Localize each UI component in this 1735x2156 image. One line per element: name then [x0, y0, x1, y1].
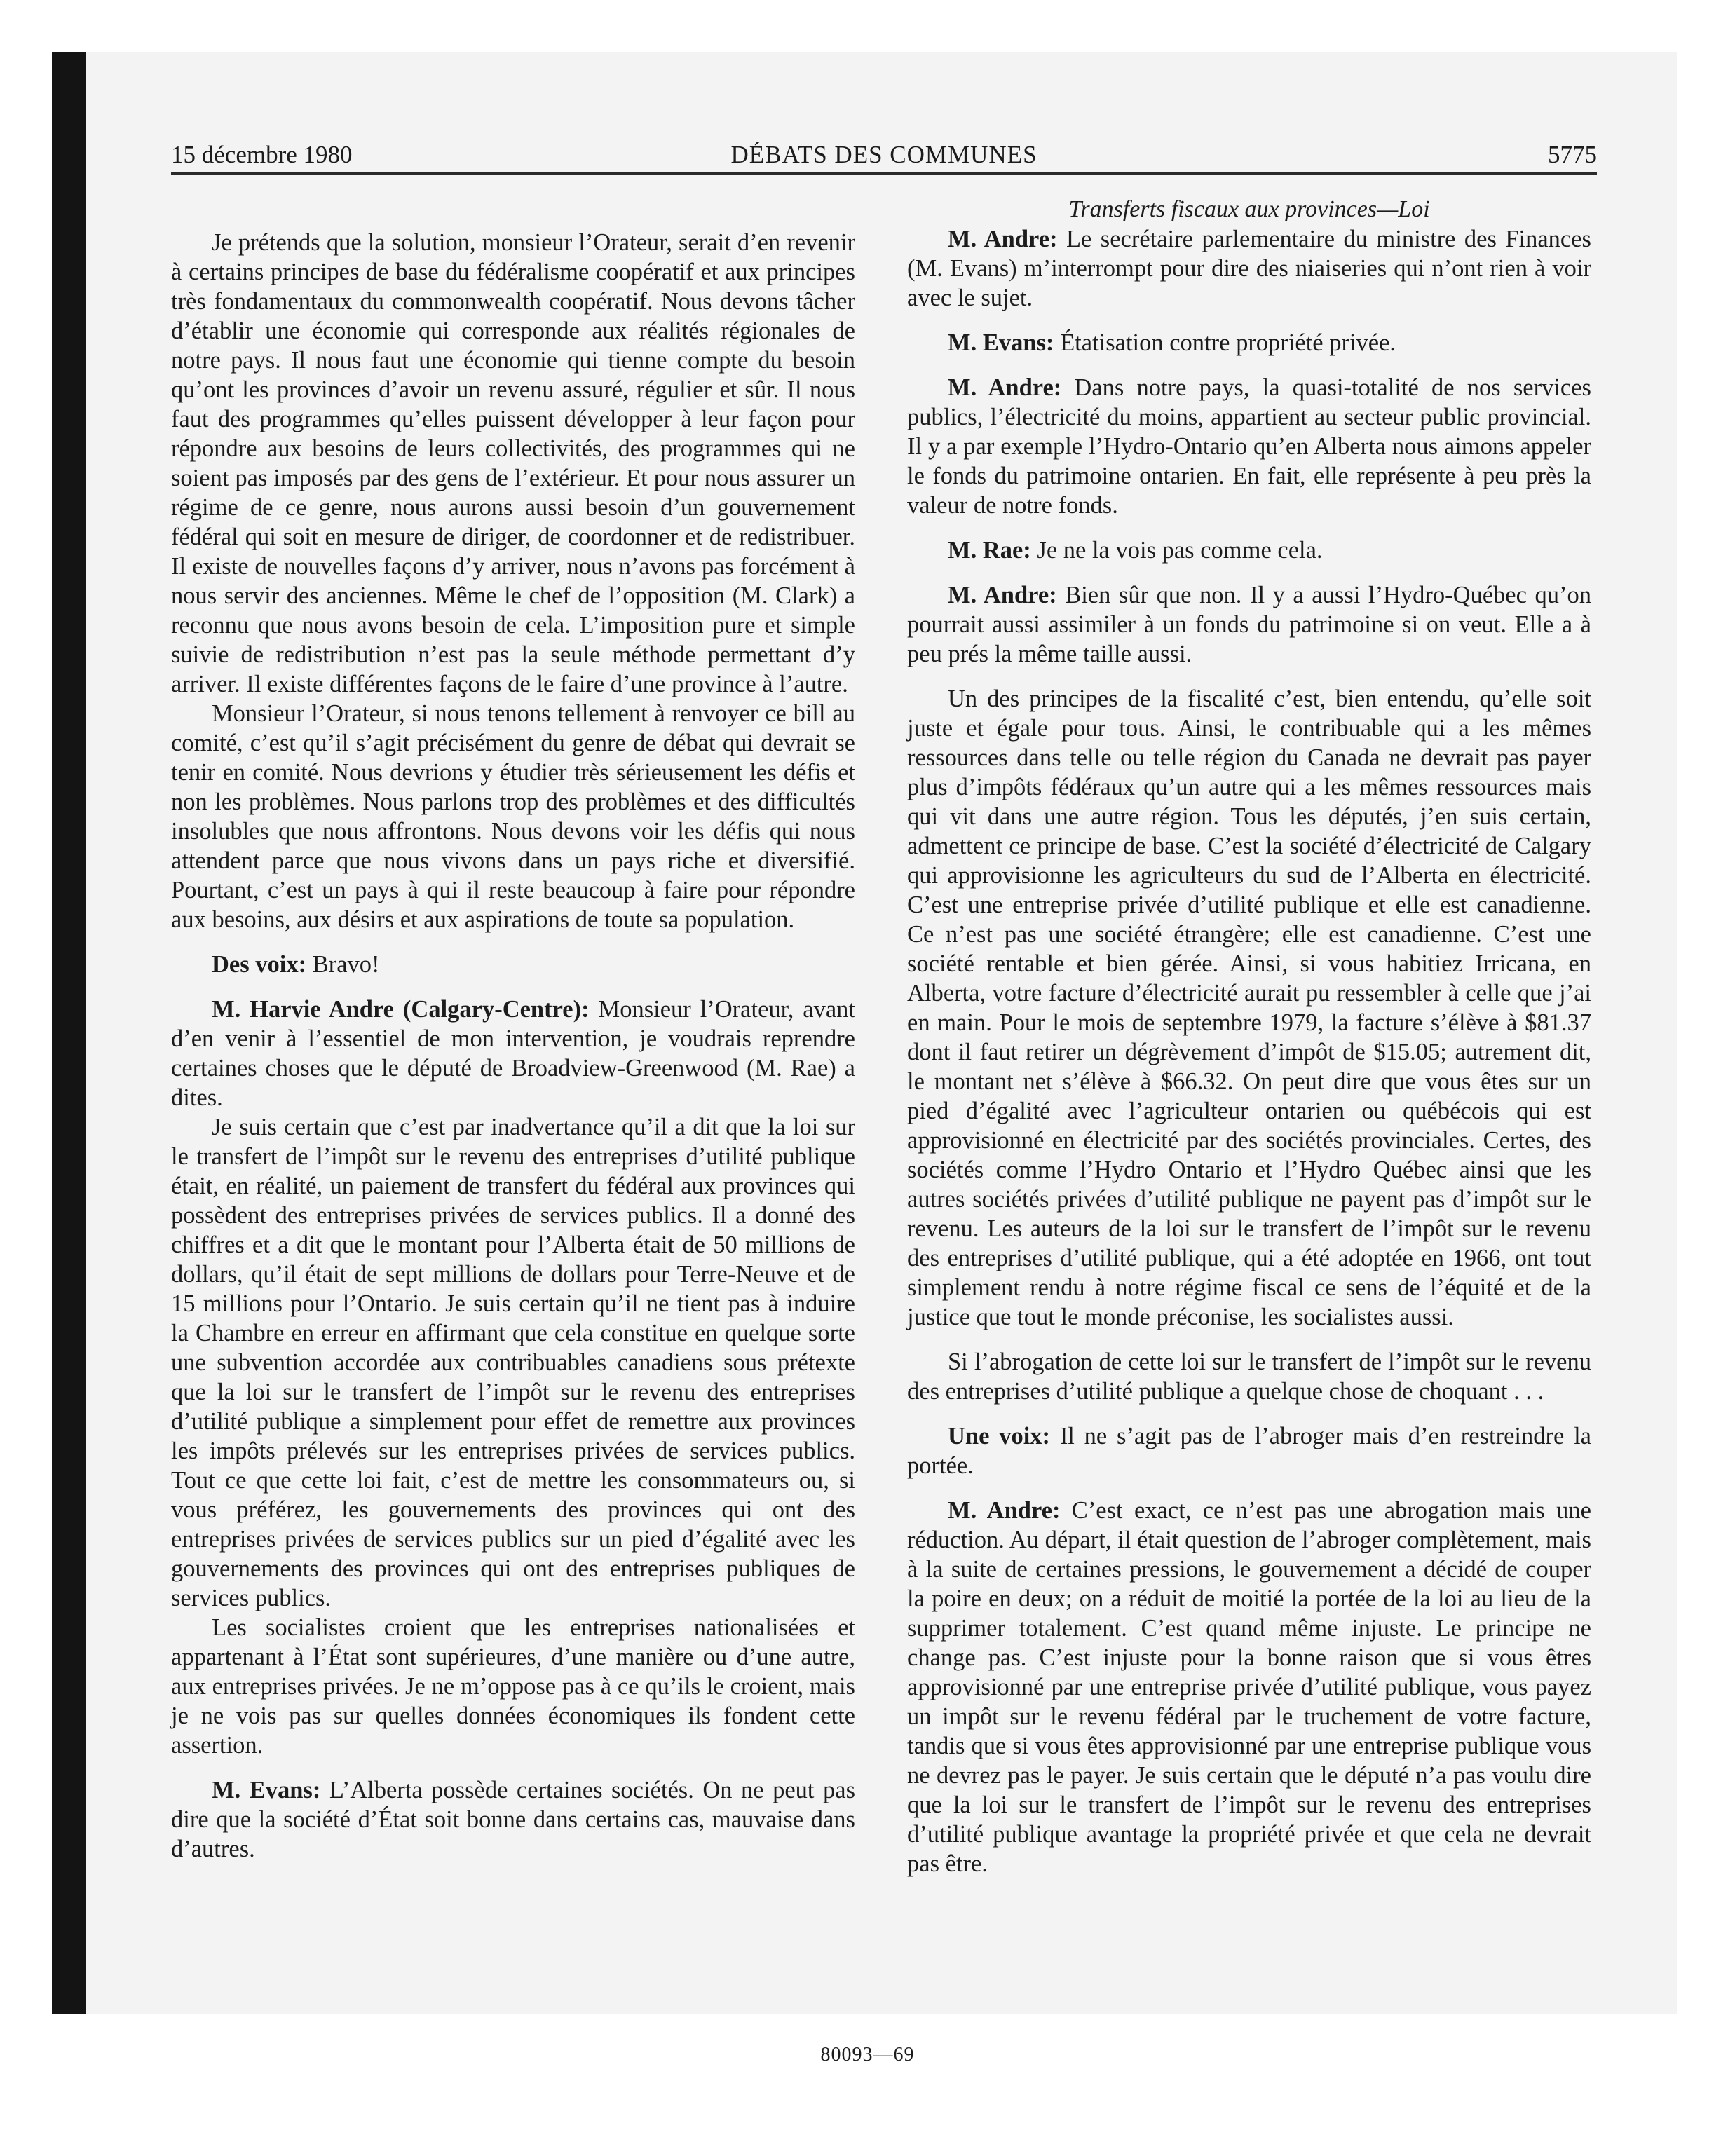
- paragraph: Je suis certain que c’est par inadvertance qu’il a dit que la loi sur le transfert de l’impôt sur le revenu des entreprises d’utilité publique était, en réalité, un paiement de transfert du fédéral aux provinces qui possèdent des entreprises privées de services publics. Il a donné des chiffres et a dit que le montant pour l’Alberta était de 50 millions de dollars, qu’il était de sept millions de dollars pour Terre-Neuve et de 15 millions pour l’Ontario. Je suis certain qu’il ne tient pas à induire la Chambre en erreur en affirmant que cela constitue en quelque sorte une subvention accordée aux contribuables canadiens sous prétexte que la loi sur le transfert de l’impôt sur le revenu des entreprises d’utilité publique a simplement pour effet de remettre aux provinces les impôts prélevés sur les entreprises privées de services publics. Tout ce que cette loi fait, c’est de mettre les consommateurs ou, si vous préférez, les gouvernements des provinces qui ont des entreprises privées de services publics sur un pied d’égalité avec les gouvernements des provinces qui ont des entreprises publiques de services publics.: [171, 1114, 855, 1611]
- paragraph: [171, 995, 855, 1112]
- left-column: [171, 228, 855, 1864]
- paragraph: [907, 328, 1591, 357]
- paragraph: [907, 535, 1591, 565]
- header-date: 15 décembre 1980: [171, 141, 353, 168]
- speech-text: Bien sûr que non. Il y a aussi l’Hydro-Québec qu’on pourrait aussi assimiler à un fonds du patrimoine si on veut. Elle a à peu prés la même taille aussi.: [907, 582, 1591, 667]
- speech-text: Monsieur l’Orateur, avant d’en venir à l’essentiel de mon intervention, je voudrais reprendre certaines choses que le député de Broadview-Greenwood (M. Rae) a dites.: [171, 996, 856, 1111]
- header-title: DÉBATS DES COMMUNES: [730, 141, 1037, 168]
- paragraph: Monsieur l’Orateur, si nous tenons tellement à renvoyer ce bill au comité, c’est qu’il s’agit précisément du genre de débat qui devrait se tenir en comité. Nous devrions y étudier très sérieusement les défis et non les problèmes. Nous parlons trop des problèmes et des difficultés insolubles que nous affrontons. Nous devons voir les défis qui nous attendent parce que nous vivons dans un pays riche et diversifié. Pourtant, c’est un pays à qui il reste beaucoup à faire pour répondre aux besoins, aux désirs et aux aspirations de toute sa population.: [171, 700, 855, 933]
- speech-text: L’Alberta possède certaines sociétés. On ne peut pas dire que la société d’État soit bonne dans certains cas, mauvaise dans d’autres.: [171, 1777, 855, 1862]
- running-head: Transferts fiscaux aux provinces—Loi: [1068, 196, 1430, 222]
- speech-text: Je ne la vois pas comme cela.: [1030, 537, 1323, 564]
- speech-text: Dans notre pays, la quasi-totalité de nos services publics, l’électricité du moins, appartient au secteur public provincial. Il y a par exemple l’Hydro-Ontario qu’en Alberta nous aimons appeler le fonds du patrimoine ontarien. En fait, elle représente à peu près la valeur de notre fonds.: [907, 374, 1591, 519]
- paragraph: [171, 1775, 855, 1864]
- speech-text: Le secrétaire parlementaire du ministre des Finances (M. Evans) m’interrompt pour dire des niaiseries qui n’ont rien à voir avec le sujet.: [907, 226, 1591, 311]
- speaker-name: Des voix:: [212, 951, 307, 978]
- speaker-name: M. Andre:: [948, 374, 1062, 401]
- speech-text: Étatisation contre propriété privée.: [1054, 329, 1396, 356]
- speaker-name: M. Evans:: [212, 1777, 321, 1803]
- right-column: [907, 195, 1591, 1878]
- page-header: [171, 140, 1597, 175]
- speaker-name: M. Harvie Andre (Calgary-Centre):: [212, 996, 590, 1023]
- speaker-name: M. Andre:: [948, 582, 1057, 608]
- header-page-number: 5775: [1548, 141, 1597, 168]
- paragraph: [907, 1421, 1591, 1480]
- speaker-name: M. Rae:: [948, 537, 1031, 564]
- speech-text: Bravo!: [306, 951, 380, 978]
- paragraph: [907, 224, 1591, 313]
- speaker-name: M. Andre:: [948, 1497, 1061, 1524]
- paragraph: [171, 950, 855, 979]
- paragraph: Je prétends que la solution, monsieur l’Orateur, serait d’en revenir à certains principes de base du fédéralisme coopératif et aux principes très fondamentaux du commonwealth coopératif. Nous devons tâcher d’établir une économie qui corresponde aux réalités régionales de notre pays. Il nous faut une économie qui tienne compte du besoin qu’ont les provinces d’avoir un revenu assuré, régulier et sûr. Il nous faut des programmes qu’elles puissent développer à leur façon pour répondre aux besoins de leurs collectivités, des programmes qui ne soient pas imposés par des gens de l’extérieur. Et pour nous assurer un régime de ce genre, nous aurons aussi besoin d’un gouvernement fédéral qui soit en mesure de diriger, de coordonner et de redistribuer. Il existe de nouvelles façons d’y arriver, nous n’avons pas forcément à nous servir des anciennes. Même le chef de l’opposition (M. Clark) a reconnu que nous avons besoin de cela. L’imposition pure et simple suivie de redistribution n’est pas la seule méthode permettant d’y arriver. Il existe différentes façons de le faire d’une province à l’autre.: [171, 229, 855, 697]
- speaker-name: M. Evans:: [948, 329, 1054, 356]
- speech-text: C’est exact, ce n’est pas une abrogation mais une réduction. Au départ, il était question de l’abroger complètement, mais à la suite de certaines pressions, le gouvernement a décidé de couper la poire en deux; on a réduit de moitié la portée de la loi au lieu de la supprimer totalement. C’est quand même injuste. Le principe ne change pas. C’est injuste pour la bonne raison que si vous êtres approvisionné par une entreprise privée d’utilité publique, vous payez un impôt sur le revenu fédéral par le truchement de votre facture, tandis que si vous êtes approvisionné par une entreprise publique vous ne devrez pas le payer. Je suis certain que le député n’a pas voulu dire que la loi sur le transfert de l’impôt sur le revenu des entreprises d’utilité publique avantage la propriété privée et que cela ne devrait pas être.: [907, 1497, 1591, 1877]
- paragraph: [907, 580, 1591, 669]
- footer-code: 80093—69: [820, 2044, 915, 2066]
- paragraph: Si l’abrogation de cette loi sur le transfert de l’impôt sur le revenu des entreprises d’utilité publique a quelque chose de choquant . . .: [907, 1349, 1591, 1405]
- paragraph: [907, 373, 1591, 520]
- speaker-name: Une voix:: [948, 1423, 1051, 1449]
- paragraph: [907, 1496, 1591, 1878]
- speech-text: Il ne s’agit pas de l’abroger mais d’en restreindre la portée.: [907, 1423, 1591, 1479]
- paragraph: Un des principes de la fiscalité c’est, bien entendu, qu’elle soit juste et égale pour tous. Ainsi, le contribuable qui a les mêmes ressources dans telle ou telle région du Canada ne devrait pas payer plus d’impôts fédéraux qu’un autre qui a les mêmes ressources mais qui vit dans une autre région. Tous les députés, j’en suis certain, admettent ce principe de base. C’est la société d’électricité de Calgary qui approvisionne les agriculteurs du sud de l’Alberta en électricité. C’est une entreprise privée d’utilité publique et elle est canadienne. Ce n’est pas une société étrangère; elle est canadienne. C’est une société rentable et bien gérée. Ainsi, si vous habitiez Irricana, en Alberta, votre facture d’électricité aurait pu ressembler à celle que j’ai en main. Pour le mois de septembre 1979, la facture s’élève à $81.37 dont il faut retirer un dégrèvement d’impôt de $15.05; autrement dit, le montant net s’élève à $66.32. On peut dire que vous êtes sur un pied d’égalité avec l’agriculteur ontarien ou québécois qui est approvisionné en électricité par des sociétés provinciales. Certes, des sociétés comme l’Hydro Ontario et l’Hydro Québec ainsi que les autres sociétés privées d’utilité publique ne payent pas d’impôt sur le revenu. Les auteurs de la loi sur le transfert de l’impôt sur le revenu des entreprises d’utilité publique, qui a été adoptée en 1966, ont tout simplement rendu à notre régime fiscal ce sens de l’équité et de la justice que tout le monde préconise, les socialistes aussi.: [907, 685, 1591, 1330]
- paragraph: Les socialistes croient que les entreprises nationalisées et appartenant à l’État sont supérieures, d’une manière ou d’une autre, aux entreprises privées. Je ne m’oppose pas à ce qu’ils le croient, mais je ne vois pas sur quelles données économiques ils fondent cette assertion.: [171, 1614, 855, 1759]
- speaker-name: M. Andre:: [948, 226, 1058, 252]
- scan-edge-bar: [52, 52, 86, 2014]
